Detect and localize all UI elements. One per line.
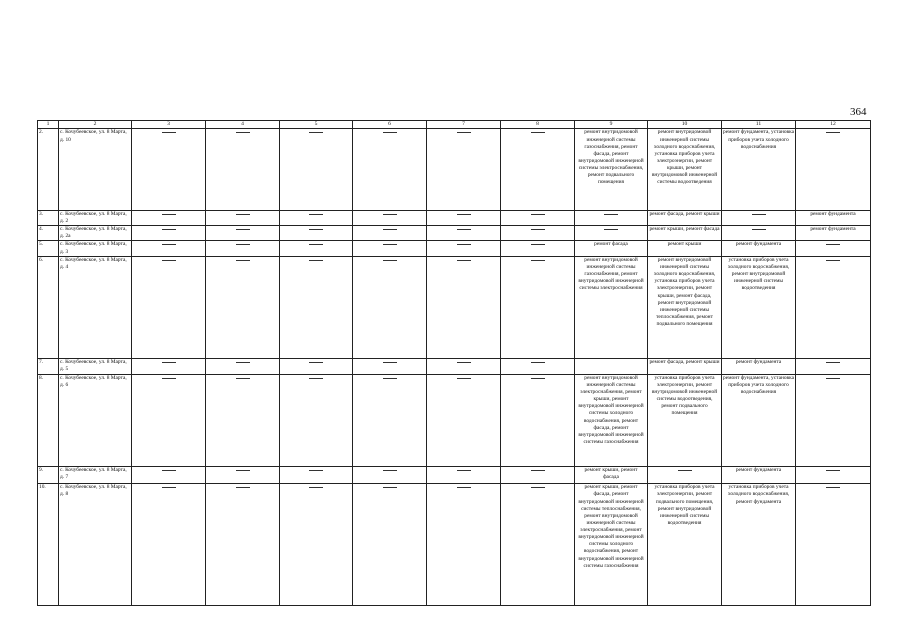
dash-cell (501, 256, 575, 358)
dash-cell (427, 484, 501, 606)
dash-cell (427, 467, 501, 484)
dash-mark (457, 487, 471, 488)
dash-mark (236, 378, 250, 379)
dash-cell (353, 256, 427, 358)
dash-mark (383, 260, 397, 261)
row-number-cell: 7. (38, 359, 59, 374)
dash-cell (206, 467, 280, 484)
row-number-cell: 6. (38, 256, 59, 358)
dash-mark (309, 362, 323, 363)
dash-cell (796, 359, 871, 374)
column-header: 4 (206, 121, 280, 129)
dash-mark (826, 260, 840, 261)
table-row (38, 129, 871, 210)
dash-cell (722, 226, 796, 241)
dash-mark (457, 362, 471, 363)
dash-cell (501, 226, 575, 241)
dash-mark (826, 378, 840, 379)
row-number-cell: 10. (38, 484, 59, 606)
dash-mark (383, 378, 397, 379)
table-row (38, 374, 871, 466)
column-header: 2 (59, 121, 132, 129)
work-cell-c9: ремонт фасада (575, 241, 648, 256)
row-number-cell: 4. (38, 226, 59, 241)
dash-cell (206, 210, 280, 225)
work-cell-c9: ремонт крыши, ремонт фасада, ремонт внутридомовой инженерной системы теплоснабжения, ремонт внутридомовой инженерной системы электроснабжения, ремонт внутридомовой инженерной системы холодного водоснабжения, ремонт внутридомовой инженерной системы газоснабжения (575, 484, 648, 606)
address-cell: с. Кочубеевское, ул. 8 Марта, д. 7 (59, 467, 132, 484)
work-cell-c10: ремонт фасада, ремонт крыши (648, 210, 722, 225)
address-cell: с. Кочубеевское, ул. 8 Марта, д. 3 (59, 241, 132, 256)
work-cell-c10: ремонт крыши (648, 241, 722, 256)
dash-mark (383, 470, 397, 471)
dash-mark (383, 487, 397, 488)
work-cell-c10: установка приборов учета электроэнергии, ремонт подвального помещения, ремонт внутридомовой инженерной системы водоотведения (648, 484, 722, 606)
dash-cell (206, 484, 280, 606)
work-cell-c12: ремонт фундамента (796, 226, 871, 241)
dash-mark (457, 260, 471, 261)
dash-cell (280, 129, 353, 210)
dash-mark (309, 470, 323, 471)
dash-cell (353, 467, 427, 484)
page-number: 364 (850, 106, 867, 118)
dash-mark (383, 132, 397, 133)
dash-cell (206, 256, 280, 358)
dash-mark (457, 229, 471, 230)
dash-mark (457, 214, 471, 215)
work-cell-c9 (575, 359, 648, 374)
dash-mark (236, 132, 250, 133)
dash-cell (353, 129, 427, 210)
dash-mark (531, 229, 545, 230)
dash-cell (796, 374, 871, 466)
dash-mark (531, 470, 545, 471)
dash-mark (162, 362, 176, 363)
dash-mark (309, 260, 323, 261)
dash-mark (531, 244, 545, 245)
work-cell-c11: установка приборов учета холодного водоснабжения, ремонт внутридомовой инженерной системы водоотведения (722, 256, 796, 358)
column-header: 6 (353, 121, 427, 129)
address-cell: с. Кочубеевское, ул. 8 Марта, д. 2 (59, 210, 132, 225)
dash-mark (826, 362, 840, 363)
dash-mark (162, 470, 176, 471)
table-row (38, 210, 871, 225)
dash-cell (280, 241, 353, 256)
dash-cell (280, 210, 353, 225)
dash-cell (796, 467, 871, 484)
dash-mark (162, 229, 176, 230)
dash-cell (280, 467, 353, 484)
address-cell: с. Кочубеевское, ул. 8 Марта, д. 4 (59, 256, 132, 358)
dash-mark (531, 132, 545, 133)
dash-cell (132, 129, 206, 210)
address-cell: с. Кочубеевское, ул. 8 Марта, д. 5 (59, 359, 132, 374)
dash-cell (353, 359, 427, 374)
dash-cell (353, 226, 427, 241)
dash-cell (427, 374, 501, 466)
dash-mark (457, 132, 471, 133)
dash-cell (648, 467, 722, 484)
row-number-cell: 3. (38, 210, 59, 225)
dash-cell (501, 374, 575, 466)
dash-cell (280, 359, 353, 374)
dash-cell (132, 256, 206, 358)
dash-mark (531, 214, 545, 215)
dash-mark (309, 244, 323, 245)
column-header: 11 (722, 121, 796, 129)
dash-mark (457, 470, 471, 471)
dash-cell (353, 241, 427, 256)
column-header: 3 (132, 121, 206, 129)
dash-cell (427, 256, 501, 358)
dash-cell (132, 484, 206, 606)
dash-cell (427, 359, 501, 374)
dash-cell (132, 210, 206, 225)
dash-mark (236, 362, 250, 363)
table-row (38, 226, 871, 241)
dash-mark (236, 214, 250, 215)
dash-mark (162, 214, 176, 215)
dash-cell (206, 374, 280, 466)
dash-mark (162, 378, 176, 379)
dash-cell (206, 129, 280, 210)
work-cell-c10: ремонт внутридомовой инженерной системы холодного водоснабжения, установка приборов учета электроэнергии, ремонт крыши, ремонт внутридомовой инженерной системы водоотведения (648, 129, 722, 210)
dash-mark (236, 244, 250, 245)
dash-mark (309, 487, 323, 488)
address-cell: с. Кочубеевское, ул. 8 Марта, д. 8 (59, 484, 132, 606)
dash-mark (162, 487, 176, 488)
dash-cell (132, 359, 206, 374)
dash-mark (309, 378, 323, 379)
dash-mark (309, 132, 323, 133)
dash-mark (236, 470, 250, 471)
dash-cell (132, 226, 206, 241)
dash-cell (575, 210, 648, 225)
dash-mark (531, 260, 545, 261)
table-body (38, 121, 871, 606)
dash-mark (604, 229, 618, 230)
work-cell-c11: ремонт фундамента (722, 467, 796, 484)
dash-mark (826, 487, 840, 488)
dash-cell (796, 484, 871, 606)
dash-cell (501, 467, 575, 484)
dash-cell (206, 226, 280, 241)
work-cell-c10: установка приборов учета электроэнергии, ремонт внутридомовой инженерной системы водоотведения, ремонт подвального помещения (648, 374, 722, 466)
dash-mark (236, 229, 250, 230)
dash-cell (206, 241, 280, 256)
row-number-cell: 2. (38, 129, 59, 210)
dash-mark (531, 378, 545, 379)
row-number-cell: 8. (38, 374, 59, 466)
dash-cell (796, 129, 871, 210)
dash-cell (132, 241, 206, 256)
column-header: 9 (575, 121, 648, 129)
dash-mark (309, 229, 323, 230)
column-header: 12 (796, 121, 871, 129)
dash-cell (427, 210, 501, 225)
dash-cell (427, 226, 501, 241)
column-header: 8 (501, 121, 575, 129)
column-header: 7 (427, 121, 501, 129)
dash-mark (826, 132, 840, 133)
work-cell-c10: ремонт крыши, ремонт фасада (648, 226, 722, 241)
row-number-cell: 9. (38, 467, 59, 484)
dash-mark (236, 260, 250, 261)
address-cell: с. Кочубеевское, ул. 8 Марта, д. 10 (59, 129, 132, 210)
dash-cell (796, 256, 871, 358)
work-cell-c11: ремонт фундамента (722, 241, 796, 256)
dash-cell (132, 467, 206, 484)
dash-mark (457, 378, 471, 379)
work-cell-c10: ремонт фасада, ремонт крыши (648, 359, 722, 374)
dash-mark (383, 244, 397, 245)
work-cell-c9: ремонт крыши, ремонт фасада (575, 467, 648, 484)
dash-mark (531, 487, 545, 488)
work-cell-c11: ремонт фундамента, установка приборов учета холодного водоснабжения (722, 374, 796, 466)
dash-cell (280, 226, 353, 241)
dash-cell (353, 374, 427, 466)
repair-schedule-table (37, 120, 871, 606)
dash-cell (206, 359, 280, 374)
work-cell-c9: ремонт внутридомовой инженерной системы газоснабжения, ремонт фасада, ремонт внутридомовой инженерной системы электроснабжения, ремонт подвального помещения (575, 129, 648, 210)
work-cell-c11: ремонт фундамента, установка приборов учета холодного водоснабжения (722, 129, 796, 210)
dash-cell (722, 210, 796, 225)
dash-cell (501, 210, 575, 225)
dash-cell (501, 241, 575, 256)
table-row (38, 256, 871, 358)
dash-cell (575, 226, 648, 241)
dash-mark (752, 229, 766, 230)
dash-cell (353, 210, 427, 225)
dash-cell (501, 129, 575, 210)
dash-cell (427, 129, 501, 210)
dash-cell (427, 241, 501, 256)
dash-cell (353, 484, 427, 606)
address-cell: с. Кочубеевское, ул. 8 Марта, д. 6 (59, 374, 132, 466)
table-row (38, 241, 871, 256)
work-cell-c9: ремонт внутридомовой инженерной системы газоснабжения, ремонт внутридомовой инженерной системы электроснабжения (575, 256, 648, 358)
column-header: 10 (648, 121, 722, 129)
table-row (38, 467, 871, 484)
column-header-row (38, 121, 871, 129)
table-row (38, 484, 871, 606)
dash-mark (309, 214, 323, 215)
dash-cell (132, 374, 206, 466)
dash-mark (457, 244, 471, 245)
work-cell-c12: ремонт фундамента (796, 210, 871, 225)
dash-mark (162, 244, 176, 245)
dash-mark (678, 470, 692, 471)
dash-mark (531, 362, 545, 363)
dash-mark (236, 487, 250, 488)
dash-mark (826, 244, 840, 245)
work-cell-c9: ремонт внутридомовой инженерной системы электроснабжения, ремонт крыши, ремонт внутридомовой инженерной системы холодного водоснабжения, ремонт фасада, ремонт внутридомовой инженерной системы газоснабжения (575, 374, 648, 466)
dash-mark (162, 260, 176, 261)
address-cell: с. Кочубеевское, ул. 8 Марта, д. 2а (59, 226, 132, 241)
work-cell-c11: ремонт фундамента (722, 359, 796, 374)
work-cell-c11: установка приборов учета холодного водоснабжения, ремонт фундамента (722, 484, 796, 606)
column-header: 5 (280, 121, 353, 129)
dash-cell (280, 374, 353, 466)
row-number-cell: 5. (38, 241, 59, 256)
work-cell-c10: ремонт внутридомовой инженерной системы холодного водоснабжения, установка приборов учета электроэнергии, ремонт крыши, ремонт фасада, ремонт внутридомовой инженерной системы теплоснабжения, ремонт подвального помещения (648, 256, 722, 358)
dash-cell (501, 484, 575, 606)
dash-mark (752, 214, 766, 215)
column-header: 1 (38, 121, 59, 129)
dash-cell (796, 241, 871, 256)
dash-cell (501, 359, 575, 374)
table-row (38, 359, 871, 374)
dash-cell (280, 484, 353, 606)
dash-mark (604, 214, 618, 215)
dash-cell (280, 256, 353, 358)
dash-mark (383, 214, 397, 215)
dash-mark (162, 132, 176, 133)
dash-mark (383, 362, 397, 363)
dash-mark (826, 470, 840, 471)
dash-mark (383, 229, 397, 230)
